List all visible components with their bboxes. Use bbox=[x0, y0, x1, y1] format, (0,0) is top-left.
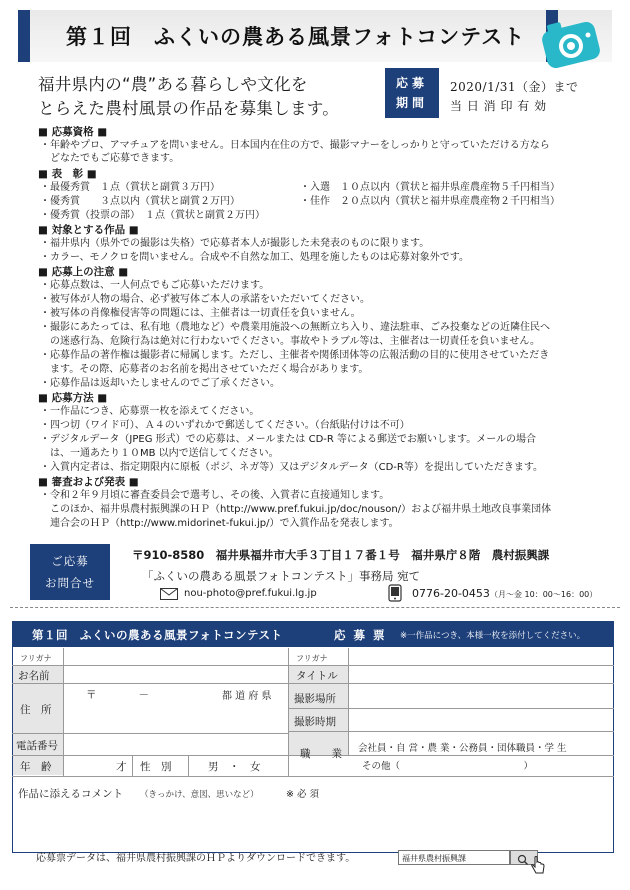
age-label: 年 齢 bbox=[20, 761, 52, 773]
page-title: 第１回 ふくいの農ある風景フォトコンテスト bbox=[66, 24, 526, 49]
intro-line-1: 福井県内の“農”ある暮らしや文化を bbox=[38, 75, 308, 94]
gender-options: 男 ・ 女 bbox=[208, 761, 261, 773]
intro-line-2: とらえた農村風景の作品を募集します。 bbox=[38, 99, 340, 118]
form-line bbox=[348, 648, 349, 756]
method-line: ・一作品につき、応募票一枚を添えてください。 bbox=[40, 406, 260, 417]
award-item: ・佳作 ２０点以内（賞状と福井県産農産物２千円相当） bbox=[300, 196, 560, 207]
award-item: ・入選 １０点以内（賞状と福井県産農産物５千円相当） bbox=[300, 182, 560, 193]
furigana-label: フリガナ bbox=[296, 654, 328, 663]
job-options-other: その他（ ） bbox=[362, 761, 534, 772]
form-line bbox=[12, 665, 614, 666]
period-date: 2020/1/31（金）まで bbox=[450, 80, 579, 94]
award-item: ・最優秀賞 １点（賞状と副賞３万円） bbox=[40, 182, 220, 193]
judging-heading: ■ 審査および発表 ■ bbox=[38, 476, 139, 488]
banner-left-bar bbox=[18, 10, 30, 62]
inquiry-label-1: ご応募 bbox=[51, 554, 89, 568]
period-label-1: 応募 bbox=[395, 76, 428, 90]
period-label bbox=[385, 68, 439, 118]
period-note: 当 日 消 印 有 効 bbox=[450, 99, 547, 113]
cut-line bbox=[10, 607, 620, 608]
phone-icon bbox=[388, 584, 402, 602]
camera-icon bbox=[538, 16, 604, 70]
notes-line: ・被写体が人物の場合、必ず被写体ご本人の承諾をいただいてください。 bbox=[40, 294, 370, 305]
form-line bbox=[12, 776, 614, 777]
furigana-label: フリガナ bbox=[20, 654, 52, 663]
required-note: ※ 必 須 bbox=[286, 789, 319, 800]
notes-line: ます。その際、応募者のお名前を掲出させていただく場合があります。 bbox=[40, 364, 369, 375]
form-note: ※一作品につき、本様一枚を添付してください。 bbox=[400, 631, 586, 641]
mail-icon bbox=[160, 588, 178, 600]
notes-line: ・応募作品の著作権は撮影者に帰属します。ただし、主催者や関係団体等の広報活動の目的に使用させていただき bbox=[40, 350, 550, 361]
notes-line: ・撮影にあたっては、私有地（農地など）や農業用施設への無断立ち入り、違法駐車、ごみ投棄などの近隣住民へ bbox=[40, 322, 550, 333]
inquiry-label bbox=[30, 544, 110, 600]
time-label: 撮影時期 bbox=[294, 716, 336, 728]
inquiry-address: 〒910-8580 福井県福井市大手３丁目１７番１号 福井県庁８階 農村振興課 bbox=[132, 548, 550, 562]
title-label: タイトル bbox=[296, 670, 338, 682]
search-input[interactable]: 福井県農村振興課 bbox=[398, 850, 510, 865]
form-header bbox=[12, 621, 614, 647]
method-line: ・四つ切（ワイド可）、Ａ４のいずれかで郵送してください。（台紙貼付けは不可） bbox=[40, 420, 410, 431]
inquiry-hours: （月～金 10：00～16：00） bbox=[490, 590, 598, 599]
postal-mark: 〒 － bbox=[86, 689, 149, 701]
method-heading: ■ 応募方法 ■ bbox=[38, 392, 108, 404]
targets-heading: ■ 対象とする作品 ■ bbox=[38, 224, 139, 236]
judging-line: 連合会のＨＰ（http://www.midorinet-fukui.jp/）で入賞作品を発表します。 bbox=[40, 518, 399, 529]
job-label: 職 業 bbox=[300, 748, 342, 760]
form-line bbox=[288, 731, 614, 732]
address-label: 住 所 bbox=[20, 704, 52, 716]
method-line: ・デジタルデータ（JPEG 形式）での応募は、メールまたは CD-R 等による郵送でお願いします。メールの場合 bbox=[40, 434, 537, 445]
method-line: ・入賞内定者は、指定期限内に原板（ポジ、ネガ等）又はデジタルデータ（CD-R等）を提出していただきます。 bbox=[40, 462, 544, 473]
method-line: は、一通あたり１０MB 以内で送信してください。 bbox=[40, 448, 279, 459]
age-unit: 才 bbox=[116, 761, 127, 773]
judging-line: ・令和２年９月頃に審査委員会で選考し、その後、入賞者に直接通知します。 bbox=[40, 490, 390, 501]
prefecture-label: 都 道 府 県 bbox=[222, 691, 272, 702]
form-line bbox=[63, 648, 64, 776]
targets-line: ・カラー、モノクロを問いません。合成や不自然な加工、処理を施したものは応募対象外です。 bbox=[40, 252, 469, 263]
eligibility-line: どなたでもご応募できます。 bbox=[40, 153, 180, 164]
awards-heading: ■ 表 彰 ■ bbox=[38, 168, 97, 180]
notes-line: ・応募点数は、一人何点でもご応募いただけます。 bbox=[40, 280, 270, 291]
period-label-2: 期間 bbox=[395, 96, 428, 110]
targets-line: ・福井県内（県外での撮影は失格）で応募者本人が撮影した未発表のものに限ります。 bbox=[40, 238, 430, 249]
notes-line: ・被写体の肖像権侵害等の問題には、主催者は一切責任を負いません。 bbox=[40, 308, 361, 319]
gender-label: 性 別 bbox=[140, 761, 172, 773]
form-line bbox=[12, 733, 288, 734]
award-item: ・優秀賞（投票の部） １点（賞状と副賞２万円） bbox=[40, 210, 265, 221]
form-line bbox=[288, 648, 289, 776]
phone-label: 電話番号 bbox=[16, 740, 58, 752]
inquiry-office: 「ふくいの農ある風景フォトコンテスト」事務局 宛て bbox=[142, 569, 421, 583]
inquiry-email[interactable]: nou-photo@pref.fukui.lg.jp bbox=[184, 588, 317, 599]
form-line bbox=[288, 708, 614, 709]
notes-heading: ■ 応募上の注意 ■ bbox=[38, 266, 129, 278]
job-options: 会社員・自 営・農 業・公務員・団体職員・学 生 bbox=[358, 743, 567, 754]
pointer-hand-icon bbox=[530, 856, 546, 876]
inquiry-phone: 0776-20-0453 bbox=[412, 587, 490, 600]
form-line bbox=[132, 755, 133, 776]
title-banner bbox=[18, 10, 612, 62]
comment-label: 作品に添えるコメント bbox=[18, 788, 123, 800]
eligibility-line: ・年齢やプロ、アマチュアを問いません。日本国内在住の方で、撮影マナーをしっかりと守っていただける方なら bbox=[40, 140, 550, 151]
judging-line: このほか、福井県農村振興課のＨＰ（http://www.pref.fukui.jp/doc/nouson/）および福井県土地改良事業団体 bbox=[40, 504, 552, 515]
name-label: お名前 bbox=[18, 670, 50, 682]
inquiry-label-2: お問合せ bbox=[45, 576, 95, 590]
comment-hint: （きっかけ、意図、思いなど） bbox=[140, 790, 259, 800]
place-label: 撮影場所 bbox=[294, 693, 336, 705]
eligibility-heading: ■ 応募資格 ■ bbox=[38, 126, 108, 138]
notes-line: の迷惑行為、危険行為は絶対に行わないでください。事故やトラブル等は、主催者は一切責任を負いません。 bbox=[40, 336, 540, 347]
form-line bbox=[188, 755, 189, 776]
form-line bbox=[12, 683, 614, 684]
award-item: ・優秀賞 ３点以内（賞状と副賞２万円） bbox=[40, 196, 240, 207]
form-title-2: 応 募 票 bbox=[334, 628, 387, 642]
form-title: 第１回 ふくいの農ある風景フォトコンテスト bbox=[32, 628, 283, 642]
footer-text: 応募票データは、福井県農村振興課のＨＰよりダウンロードできます。 bbox=[36, 853, 356, 864]
notes-line: ・応募作品は返却いたしませんのでご了承ください。 bbox=[40, 378, 280, 389]
